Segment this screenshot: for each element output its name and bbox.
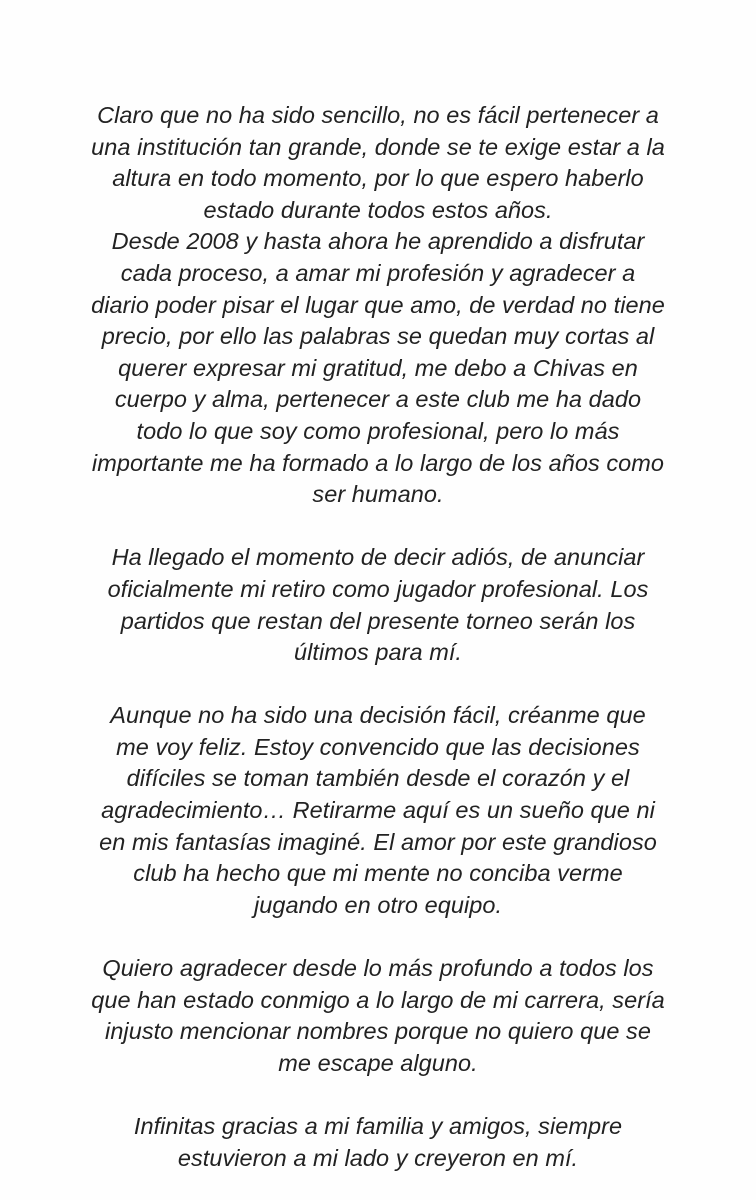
text-line: altura en todo momento, por lo que espero haberlo: [112, 165, 644, 192]
text-line: querer expresar mi gratitud, me debo a Chivas en: [118, 354, 638, 381]
text-line: importante me ha formado a lo largo de los años como: [91, 449, 665, 476]
text-line: cada proceso, a amar mi profesión y agradecer a: [120, 259, 636, 286]
text-line: Aunque no ha sido una decisión fácil, créanme que: [110, 702, 646, 729]
text-line: jugando en otro equipo.: [253, 891, 503, 918]
text-line: estado durante todos estos años.: [203, 196, 553, 223]
text-line: Quiero agradecer desde lo más profundo a todos los: [102, 955, 654, 982]
text-line: precio, por ello las palabras se quedan muy cortas al: [101, 323, 655, 350]
text-line: Claro que no ha sido sencillo, no es fácil pertenecer a: [97, 102, 659, 128]
text-line: injusto mencionar nombres porque no quiero que se: [105, 1018, 651, 1045]
paragraph-retirement: [60, 542, 696, 668]
paragraph-spacer: [60, 511, 696, 543]
paragraph-spacer: [60, 921, 696, 953]
paragraph-gratitude: [60, 100, 696, 511]
text-line: oficialmente mi retiro como jugador profesional. Los: [107, 575, 649, 602]
text-line: ser humano.: [312, 481, 444, 508]
letter-body: [60, 100, 696, 1174]
text-line: difíciles se toman también desde el corazón y el: [126, 765, 630, 792]
text-line: todo lo que soy como profesional, pero lo más: [136, 417, 620, 444]
text-line: en mis fantasías imaginé. El amor por este grandioso: [99, 828, 657, 855]
paragraph-spacer: [60, 669, 696, 701]
paragraph-spacer: [60, 1079, 696, 1111]
text-line: que han estado conmigo a lo largo de mi carrera, sería: [91, 986, 665, 1013]
paragraph-thanks: [60, 953, 696, 1079]
text-line: cuerpo y alma, pertenecer a este club me ha dado: [114, 386, 642, 413]
text-line: Desde 2008 y hasta ahora he aprendido a disfrutar: [111, 228, 645, 255]
paragraph-family: [60, 1111, 696, 1174]
text-line: últimos para mí.: [294, 639, 462, 666]
text-line: Ha llegado el momento de decir adiós, de anunciar: [111, 544, 645, 571]
text-line: Infinitas gracias a mi familia y amigos, siempre: [133, 1113, 623, 1139]
text-line: me voy feliz. Estoy convencido que las decisiones: [116, 733, 640, 760]
text-line: club ha hecho que mi mente no conciba verme: [133, 860, 623, 887]
text-line: estuvieron a mi lado y creyeron en mí.: [177, 1144, 579, 1171]
text-line: agradecimiento… Retirarme aquí es un sueño que ni: [101, 797, 655, 824]
paragraph-decision: [60, 700, 696, 921]
text-line: diario poder pisar el lugar que amo, de verdad no tiene: [91, 291, 665, 318]
text-line: partidos que restan del presente torneo serán los: [120, 607, 636, 634]
text-line: una institución tan grande, donde se te exige estar a la: [91, 133, 665, 160]
text-line: me escape alguno.: [278, 1049, 478, 1076]
